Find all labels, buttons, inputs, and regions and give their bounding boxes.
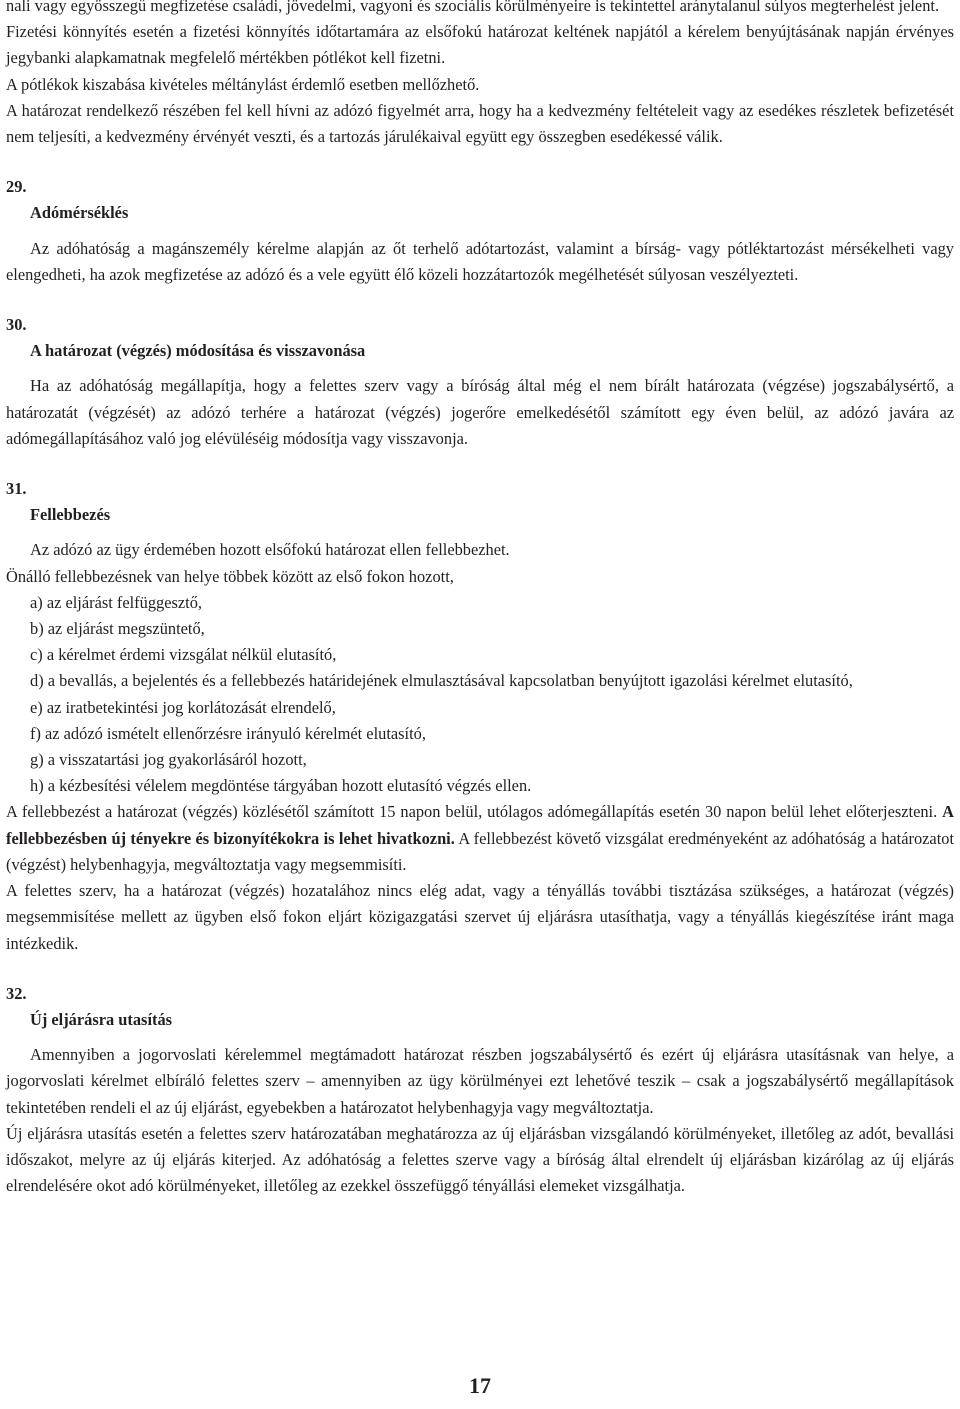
paragraph	[6, 799, 954, 878]
section-30	[6, 312, 954, 452]
section-number: 31.	[6, 479, 27, 499]
section-number: 29.	[6, 177, 27, 197]
intro-paragraph-2: Fizetési könnyítés esetén a fizetési könnyítés időtartamára az elsőfokú határozat keltének napjától a kérelem benyújtásának napján érvényes jegybanki alapkamatnak megfelelő mértékben pótlékot kell fizetni.	[6, 22, 954, 68]
list-item: c) a kérelmet érdemi vizsgálat nélkül elutasító,	[30, 645, 337, 665]
bold-text: A fellebbezésben új tényekre és bizonyítékokra is lehet hivatkozni.	[6, 802, 954, 848]
paragraph: Ha az adóhatóság megállapítja, hogy a felettes szerv vagy a bíróság által még el nem bírált határozata (végzése) jogszabálysértő, a határozatát (végzését) az adózó terhére a határozat (végzés) jogerőre emelkedésétől számított egy éven belül, az adózó javára az adómegállapításához való jog elévüléséig módosítja vagy visszavonja.	[6, 376, 954, 448]
intro-paragraph-3: A pótlékok kiszabása kivételes méltánylást érdemlő esetben mellőzhető.	[6, 74, 480, 94]
section-number: 30.	[6, 315, 27, 335]
paragraph: Amennyiben a jogorvoslati kérelemmel megtámadott határozat részben jogszabálysértő és ezért új eljárásra utasításnak van helye, a jogorvoslati kérelmet elbíráló felettes szerv – amennyiben az ügy körülményei ezt lehetővé teszik – csak a jogszabálysértő megállapítások tekintetében rendeli el az új eljárást, egyebekben a határozatot helybenhagyja vagy megváltoztatja.	[6, 1045, 954, 1117]
list-item: b) az eljárást megszüntető,	[30, 619, 205, 639]
text-span: A fellebbezést követő vizsgálat eredményeként az adóhatóság a határozatot (végzést) helybenhagyja, megváltoztatja vagy megsemmisíti.	[6, 828, 955, 874]
page-content	[6, 0, 954, 1199]
paragraph: A felettes szerv, ha a határozat (végzés) hozatalához nincs elég adat, vagy a tényállás további tisztázása szükséges, a határozat (végzés) megsemmisítése mellett az ügyben első fokon eljárt közigazgatási szervet új eljárásra utasíthatja, vagy a tényállás kiegészítése iránt maga intézkedik.	[6, 881, 954, 953]
section-title: Adómérséklés	[30, 203, 129, 223]
list-item: f) az adózó ismételt ellenőrzésre irányuló kérelmét elutasító,	[30, 723, 426, 743]
page-number: 17	[469, 1373, 491, 1398]
paragraph: Önálló fellebbezésnek van helye többek között az első fokon hozott,	[6, 566, 454, 586]
paragraph: Az adóhatóság a magánszemély kérelme alapján az őt terhelő adótartozást, valamint a bírság- vagy pótléktartozást mérsékelheti vagy elengedheti, ha azok megfizetése az adózó és a vele együtt élő közeli hozzátartozók megélhetését súlyosan veszélyezteti.	[6, 238, 954, 284]
section-title: A határozat (végzés) módosítása és visszavonása	[30, 341, 366, 361]
text-span: A fellebbezést a határozat (végzés) közlésétől számított 15 napon belül, utólagos adómegállapítás esetén 30 napon belül lehet előterjeszteni.	[6, 802, 943, 822]
section-29	[6, 174, 954, 288]
list-item: d) a bevallás, a bejelentés és a fellebbezés határidejének elmulasztásával kapcsolatban benyújtott igazolási kérelmet elutasító,	[30, 671, 853, 691]
list-item: g) a visszatartási jog gyakorlásáról hozott,	[30, 750, 307, 770]
list-item: e) az iratbetekintési jog korlátozását elrendelő,	[30, 697, 336, 717]
paragraph: Az adózó az ügy érdemében hozott elsőfokú határozat ellen fellebbezhet.	[30, 540, 510, 560]
intro-paragraph-4: A határozat rendelkező részében fel kell hívni az adózó figyelmét arra, hogy ha a kedvezmény feltételeit vagy az esedékes részletek befizetését nem teljesíti, a kedvezmény érvényét veszti, és a tartozás járulékaival együtt egy összegben esedékessé válik.	[6, 100, 954, 147]
section-number: 32.	[6, 983, 27, 1003]
section-title: Fellebbezés	[30, 505, 111, 525]
intro-paragraph-1: nali vagy egyösszegű megfizetése családi, jövedelmi, vagyoni és szociális körülményeire is tekintettel aránytalanul súlyos megterhelést jelent.	[6, 0, 940, 15]
list-item: a) az eljárást felfüggesztő,	[30, 592, 203, 612]
list-item: h) a kézbesítési vélelem megdöntése tárgyában hozott elutasító végzés ellen.	[30, 776, 532, 796]
paragraph: Új eljárásra utasítás esetén a felettes szerv határozatában meghatározza az új eljárásban vizsgálandó körülményeket, illetőleg az adót, bevallási időszakot, melyre az új eljárás kiterjed. Az adóhatóság a felettes szerve vagy a bíróság által elrendelt új eljárásban kizárólag az új eljárás elrendelésére okot adó körülményeket, illetőleg az ezekkel összefüggő tényállási elemeket vizsgálhatja.	[6, 1123, 954, 1196]
section-31	[6, 476, 954, 957]
section-32	[6, 981, 954, 1200]
section-title: Új eljárásra utasítás	[30, 1009, 173, 1029]
appeal-list	[6, 590, 954, 800]
